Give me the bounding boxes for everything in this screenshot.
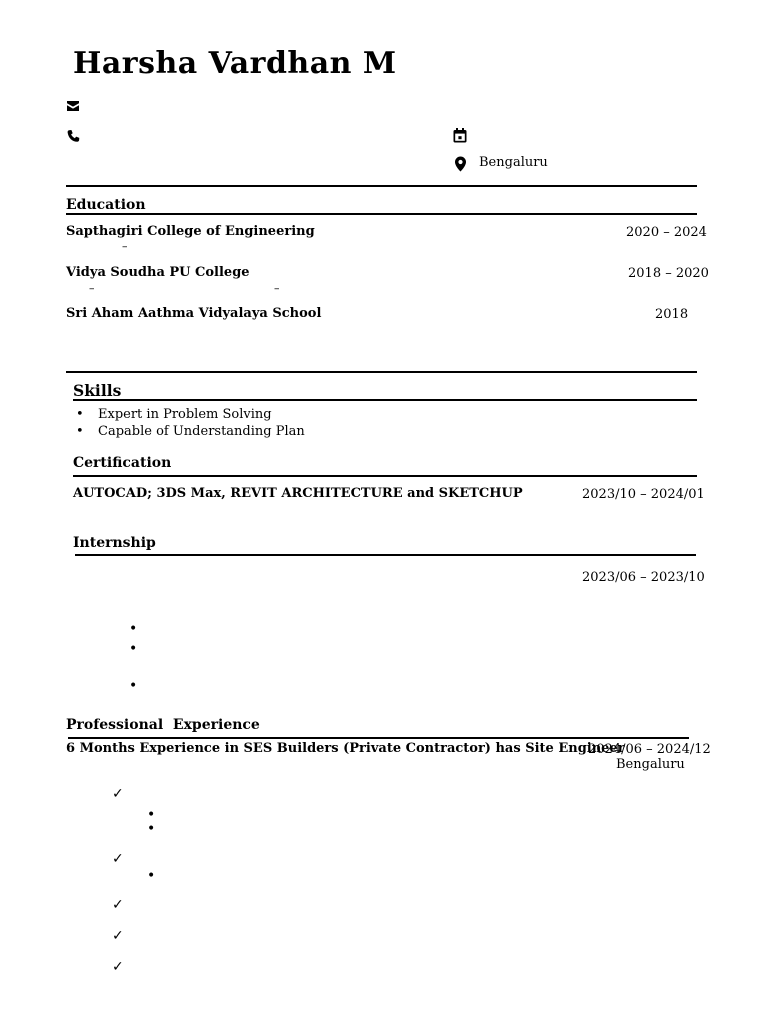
internship-bullet: • — [129, 641, 138, 657]
skills-list — [74, 407, 305, 440]
internship-heading: Internship — [73, 535, 156, 551]
education-dates: 2018 — [655, 307, 689, 322]
location-text: Bengaluru — [479, 155, 548, 170]
education-institution: Sapthagiri College of Engineering — [66, 224, 315, 239]
certification-dates: 2023/10 – 2024/01 — [582, 487, 705, 502]
experience-bullet: • — [147, 868, 156, 884]
check-icon: ✓ — [112, 928, 124, 944]
check-icon: ✓ — [112, 959, 124, 975]
internship-bullet: • — [129, 621, 138, 637]
check-icon: ✓ — [112, 786, 124, 802]
divider — [66, 371, 697, 373]
divider — [75, 554, 696, 556]
calendar-icon — [453, 128, 467, 143]
divider — [73, 399, 697, 401]
internship-bullet: • — [129, 678, 138, 694]
skill-item: • Capable of Understanding Plan — [74, 424, 305, 441]
experience-heading: Professional Experience — [66, 717, 260, 733]
education-mark: – — [122, 240, 128, 253]
experience-role: 6 Months Experience in SES Builders (Private Contractor) has Site Engineer — [66, 741, 625, 756]
education-dates: 2018 – 2020 — [628, 266, 709, 281]
email-icon — [66, 100, 80, 113]
divider — [73, 475, 697, 477]
internship-dates: 2023/06 – 2023/10 — [582, 570, 705, 585]
experience-bullet: • — [147, 807, 156, 823]
divider — [66, 185, 697, 187]
skills-heading: Skills — [73, 381, 122, 400]
certification-heading: Certification — [73, 455, 172, 471]
certification-entry: AUTOCAD; 3DS Max, REVIT ARCHITECTURE and SKETCHUP — [73, 486, 523, 501]
phone-icon — [66, 129, 81, 144]
experience-dates: 2024/06 – 2024/12 — [588, 742, 711, 757]
candidate-name: Harsha Vardhan M — [73, 46, 397, 81]
divider — [68, 737, 689, 739]
education-institution: Sri Aham Aathma Vidyalaya School — [66, 306, 322, 321]
education-mark: – — [89, 282, 95, 295]
check-icon: ✓ — [112, 851, 124, 867]
skill-item: • Expert in Problem Solving — [74, 407, 305, 424]
education-mark: – — [274, 282, 280, 295]
education-institution: Vidya Soudha PU College — [66, 265, 250, 280]
divider — [66, 213, 697, 215]
location-pin-icon — [454, 156, 467, 172]
experience-bullet: • — [147, 821, 156, 837]
experience-location: Bengaluru — [616, 757, 685, 772]
check-icon: ✓ — [112, 897, 124, 913]
education-heading: Education — [66, 197, 146, 213]
education-dates: 2020 – 2024 — [626, 225, 707, 240]
